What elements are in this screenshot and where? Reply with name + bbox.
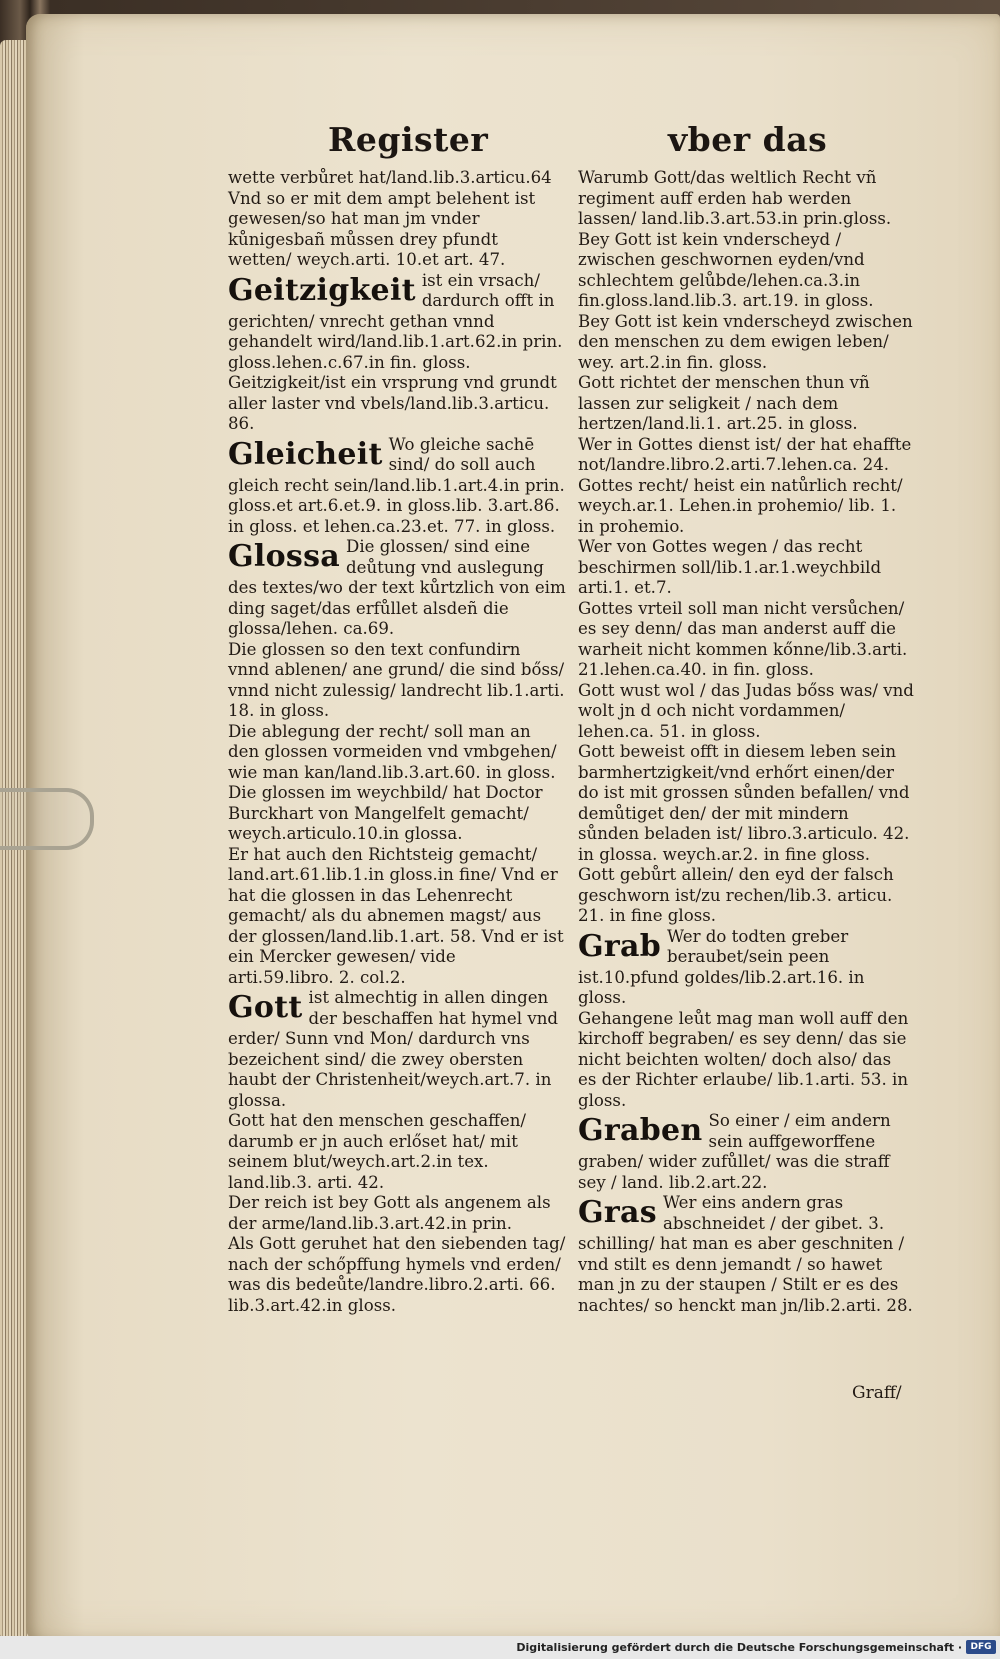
running-header-left: Register [328, 120, 489, 159]
entry-headword: Graben [578, 1113, 703, 1148]
register-entry [228, 1193, 566, 1234]
page-clip [0, 788, 94, 850]
register-entry [228, 640, 566, 722]
register-entry [228, 373, 566, 435]
register-entry [228, 435, 566, 538]
entry-text: Wer eins andern gras abschneidet / der gibet. 3. schilling/ hat man es aber geschniten / vnd stilt es denn jemandt / so hawet man jn zu der staupen / Stilt er es des nachtes/ so henckt man jn/lib.2.arti. 28. [578, 1193, 913, 1315]
entry-headword: Geitzigkeit [228, 272, 416, 308]
register-entry [228, 783, 566, 845]
entry-headword: Gott [228, 990, 303, 1025]
register-entry [578, 230, 914, 312]
register-entry [228, 722, 566, 784]
entry-text: Gott beweist offt in diesem leben sein barmhertzigkeit/vnd erhőrt einen/der do ist mit grossen sůnden befallen/ vnd demůtiget den/ der mit mindern sůnden beladen ist/ libro.3.articulo. 42. in glossa. weych.ar.2. in fine gloss. [578, 742, 910, 864]
entry-text: wette verbůret hat/land.lib.3.articu.64 Vnd so er mit dem ampt belehent ist gewesen/so hat man jm vnder kůnigesbañ můssen drey pfundt wetten/ weych.arti. 10.et art. 47. [228, 168, 552, 269]
register-entry [578, 1009, 914, 1112]
left-column [228, 168, 566, 1316]
entry-text: Wer von Gottes wegen / das recht beschirmen soll/lib.1.ar.1.weychbild arti.1. et.7. [578, 537, 882, 597]
entry-text: Gott richtet der menschen thun vñ lassen zur seligkeit / nach dem hertzen/land.li.1. art.25. in gloss. [578, 373, 870, 433]
register-entry [228, 168, 566, 271]
entry-text: Geitzigkeit/ist ein vrsprung vnd grundt aller laster vnd vbels/land.lib.3.articu. 86. [228, 373, 557, 433]
register-entry [228, 845, 566, 989]
register-entry [578, 373, 914, 435]
entry-text: So einer / eim andern sein auffgeworffene graben/ wider zufůllet/ was die straff sey / land. lib.2.art.22. [578, 1111, 891, 1192]
register-entry [578, 537, 914, 599]
entry-text: Die glossen im weychbild/ hat Doctor Burckhart von Mangelfelt gemacht/ weych.articulo.10.in glossa. [228, 783, 543, 843]
register-entry [578, 599, 914, 681]
entry-text: Bey Gott ist kein vnderscheyd zwischen den menschen zu dem ewigen leben/ wey. art.2.in fin. gloss. [578, 311, 913, 372]
register-entry [578, 1111, 914, 1193]
entry-text: Wo gleiche sachē sind/ do soll auch gleich recht sein/land.lib.1.art.4.in prin. gloss.et art.6.et.9. in gloss.lib. 3.art.86. in gloss. et lehen.ca.23.et. 77. in gloss. [228, 434, 565, 536]
register-entry [228, 988, 566, 1111]
entry-text: Bey Gott ist kein vnderscheyd / zwischen geschwornen eyden/vnd schlechtem gelůbde/lehen.ca.3.in fin.gloss.land.lib.3. art.19. in gloss. [578, 229, 874, 310]
entry-text: ist ein vrsach/ dardurch offt in gerichten/ vnrecht gethan vnnd gehandelt wird/land.lib.1.art.62.in prin. gloss.lehen.c.67.in fin. gloss. [228, 270, 563, 372]
entry-headword: Grab [578, 928, 662, 964]
entry-text: Gott hat den menschen geschaffen/ darumb er jn auch erlőset hat/ mit seinem blut/weych.art.2.in tex. land.lib.3. arti. 42. [228, 1111, 527, 1192]
entry-text: Als Gott geruhet hat den siebenden tag/ nach der schőpffung hymels vnd erden/ was dis bedeůte/landre.libro.2.arti. 66. lib.3.art.42.in gloss. [228, 1234, 566, 1315]
entry-text: Die ablegung der recht/ soll man an den glossen vormeiden vnd vmbgehen/ wie man kan/land.lib.3.art.60. in gloss. [228, 721, 557, 782]
entry-text: Warumb Gott/das weltlich Recht vñ regiment auff erden hab werden lassen/ land.lib.3.art.53.in prin.gloss. [578, 168, 892, 228]
dfg-logo: DFG [966, 1640, 996, 1654]
entry-text: Gottes vrteil soll man nicht versůchen/ es sey denn/ das man anderst auff die warheit nicht kommen kőnne/lib.3.arti. 21.lehen.ca.40. in fin. gloss. [578, 598, 908, 679]
running-header-right: vber das [668, 120, 828, 159]
entry-text: Die glossen/ sind eine deůtung vnd auslegung des textes/wo der text kůrtzlich von eim ding saget/das erfůllet alsdeñ die glossa/lehen. ca.69. [228, 537, 566, 638]
funding-credit: Digitalisierung gefördert durch die Deutsche Forschungsgemeinschaft · [516, 1641, 962, 1654]
register-entry [578, 435, 914, 476]
register-entry [578, 865, 914, 927]
register-entry [228, 1111, 566, 1193]
register-entry [578, 681, 914, 743]
entry-text: Gott wust wol / das Judas bőss was/ vnd wolt jn d och nicht vordammen/ lehen.ca. 51. in gloss. [578, 680, 914, 741]
entry-headword: Gleicheit [228, 436, 383, 472]
entry-text: Er hat auch den Richtsteig gemacht/ land.art.61.lib.1.in gloss.in fine/ Vnd er hat die glossen in das Lehenrecht gemacht/ als du abnemen magst/ aus der glossen/land.lib.1.art. 58. Vnd er ist ein Mercker gewesen/ vide arti.59.libro. 2. col.2. [228, 844, 564, 987]
entry-text: Der reich ist bey Gott als angenem als der arme/land.lib.3.art.42.in prin. [228, 1193, 551, 1233]
register-entry [228, 537, 566, 640]
register-entry [578, 312, 914, 374]
register-entry [228, 1234, 566, 1316]
register-entry [228, 271, 566, 374]
entry-text: Gehangene leůt mag man woll auff den kirchoff begraben/ es sey denn/ das sie nicht beichten wolten/ doch also/ das es der Richter erlaube/ lib.1.arti. 53. in gloss. [578, 1008, 909, 1110]
register-entry [578, 1193, 914, 1316]
register-entry [578, 168, 914, 230]
register-entry [578, 742, 914, 865]
catchword: Graff/ [852, 1383, 902, 1403]
register-entry [578, 476, 914, 538]
entry-text: Die glossen so den text confundirn vnnd ablenen/ ane grund/ die sind bőss/ vnnd nicht zulessig/ landrecht lib.1.arti. 18. in gloss. [228, 639, 565, 720]
entry-text: Gottes recht/ heist ein natůrlich recht/ weych.ar.1. Lehen.in prohemio/ lib. 1. in prohemio. [578, 475, 903, 536]
right-column [578, 168, 914, 1316]
entry-text: Gott gebůrt allein/ den eyd der falsch geschworn ist/zu rechen/lib.3. articu. 21. in fine gloss. [578, 865, 894, 925]
entry-text: Wer in Gottes dienst ist/ der hat ehaffte not/landre.libro.2.arti.7.lehen.ca. 24. [578, 434, 912, 474]
entry-headword: Glossa [228, 539, 341, 574]
entry-text: ist almechtig in allen dingen der beschaffen hat hymel vnd erder/ Sunn vnd Mon/ dardurch vns bezeichent sind/ die zwey obersten haubt der Christenheit/weych.art.7. in glossa. [228, 988, 559, 1110]
register-entry [578, 927, 914, 1009]
entry-headword: Gras [578, 1195, 657, 1230]
entry-text: Wer do todten greber beraubet/sein peen ist.10.pfund goldes/lib.2.art.16. in gloss. [578, 926, 865, 1007]
